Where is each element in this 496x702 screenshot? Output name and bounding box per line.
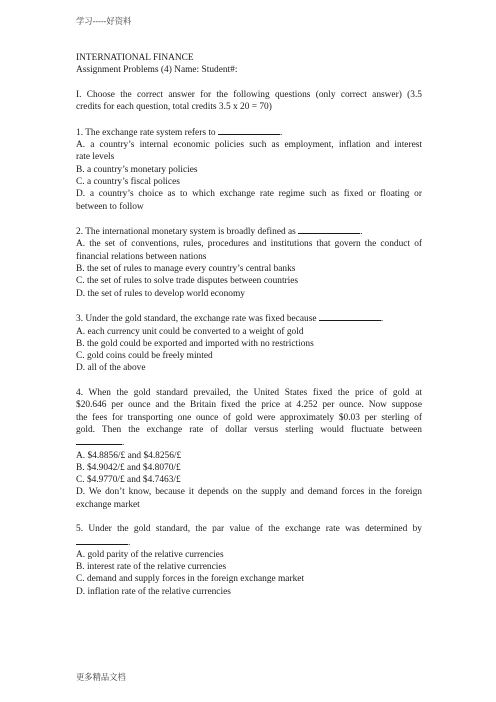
answer-blank	[76, 536, 128, 545]
question-4	[76, 387, 422, 511]
option-line: B. the gold could be exported and imported with no restrictions	[76, 338, 314, 349]
answer-blank	[298, 225, 360, 234]
assignment-line: Assignment Problems (4) Name: Student#:	[76, 65, 238, 76]
option-line: C. gold coins could be freely minted	[76, 351, 213, 362]
question-stem-line: 5. Under the gold standard, the par value of the exchange rate was determined by	[76, 524, 422, 535]
option-line: A. gold parity of the relative currencies	[76, 549, 224, 560]
question-5	[76, 523, 422, 598]
question-stem-line: 4. When the gold standard prevailed, the United States fixed the price of gold at	[76, 388, 422, 399]
question-stem: 2. The international monetary system is broadly defined as .	[76, 227, 363, 238]
option-line: D. all of the above	[76, 363, 146, 374]
option-line: exchange market	[76, 499, 140, 510]
option-line: C. $4.9770/£ and $4.7463/£	[76, 475, 181, 486]
answer-blank	[76, 436, 122, 445]
section-intro-line-2: credits for each question, total credits 3.5 x 20 = 70)	[76, 102, 272, 113]
question-stem-line: the fees for transporting one ounce of gold were approximately $0.03 per sterling of	[76, 412, 422, 423]
option-line: D. inflation rate of the relative currencies	[76, 586, 231, 597]
question-3	[76, 312, 422, 374]
question-stem-line: .	[76, 536, 422, 549]
header-note: 学习-----好资料	[76, 17, 132, 26]
option-line: A. a country’s internal economic policies such as employment, inflation and interest	[76, 140, 422, 151]
option-line: A. each currency unit could be converted to a weight of gold	[76, 326, 304, 337]
answer-blank	[218, 126, 280, 135]
question-stem-line: $20.646 per ounce and the Britain fixed the price at 4.252 per ounce. Now suppose	[76, 400, 422, 411]
option-line: A. the set of conventions, rules, procedures and institutions that govern the conduct of	[76, 239, 422, 250]
question-2	[76, 225, 422, 300]
question-1	[76, 126, 422, 213]
question-stem-line: gold. Then the exchange rate of dollar versus sterling would fluctuate between	[76, 424, 422, 435]
option-line: B. a country’s monetary policies	[76, 164, 198, 175]
document-body	[76, 52, 422, 598]
answer-blank	[319, 312, 381, 321]
option-line: C. the set of rules to solve trade disputes between countries	[76, 276, 299, 287]
question-stem-line: .	[76, 436, 422, 449]
footer-note: 更多精品文档	[76, 673, 126, 682]
option-line: A. $4.8856/£ and $4.8256/£	[76, 450, 182, 461]
option-line: C. demand and supply forces in the foreign exchange market	[76, 574, 305, 585]
option-line: financial relations between nations	[76, 251, 207, 262]
question-stem: 1. The exchange rate system refers to .	[76, 127, 283, 138]
question-stem: 3. Under the gold standard, the exchange rate was fixed because .	[76, 314, 384, 325]
document-title: INTERNATIONAL FINANCE	[76, 53, 194, 63]
option-line: between to follow	[76, 201, 144, 212]
option-line: B. $4.9042/£ and $4.8070/£	[76, 462, 181, 473]
option-line: B. the set of rules to manage every country’s central banks	[76, 264, 296, 275]
section-intro-line-1: I. Choose the correct answer for the following questions (only correct answer) (3.5	[76, 89, 422, 100]
option-line: D. the set of rules to develop world economy	[76, 288, 245, 299]
option-line: D. a country’s choice as to which exchange rate regime such as fixed or floating or	[76, 189, 422, 200]
option-line: D. We don’t know, because it depends on the supply and demand forces in the foreign	[76, 487, 422, 498]
option-line: C. a country’s fiscal polices	[76, 176, 180, 187]
option-line: B. interest rate of the relative currencies	[76, 562, 227, 573]
option-line: rate levels	[76, 152, 115, 163]
